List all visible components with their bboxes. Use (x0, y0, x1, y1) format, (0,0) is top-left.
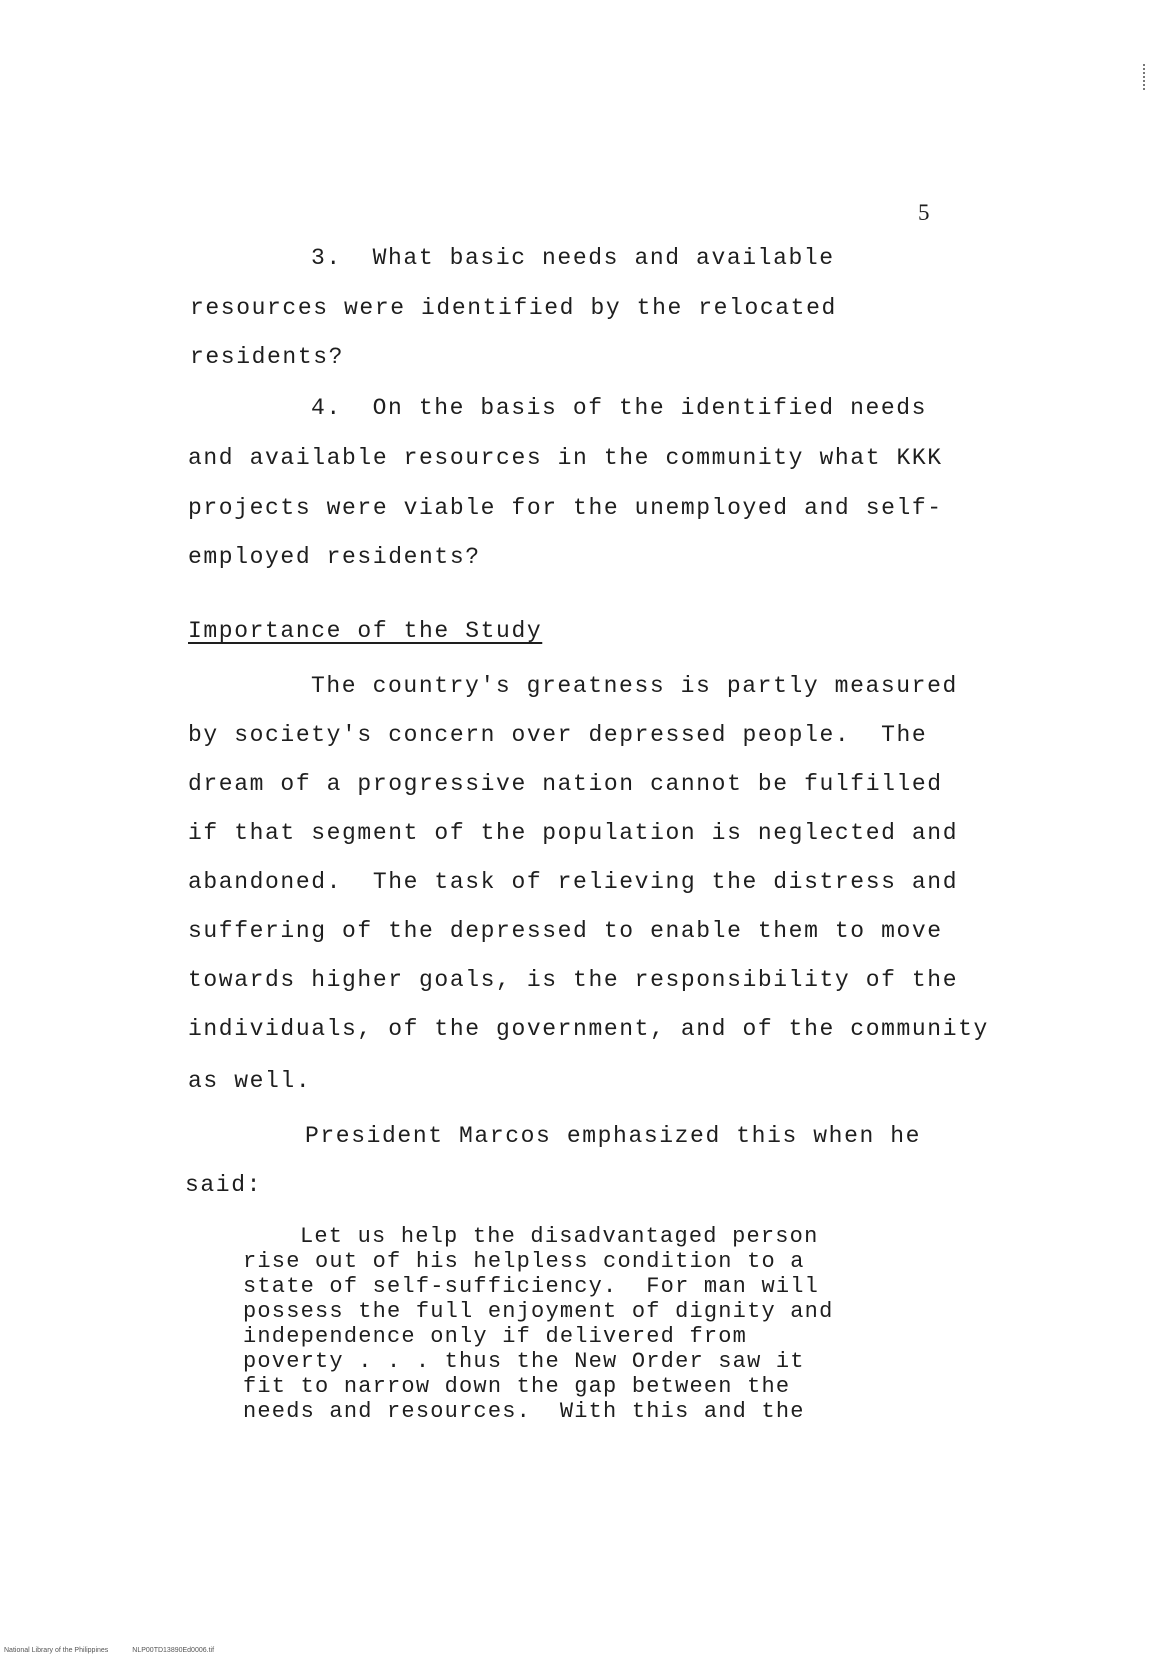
paragraph-1-line-6: suffering of the depressed to enable them to move (188, 918, 943, 944)
quote-line-8: needs and resources. With this and the (243, 1399, 805, 1424)
paragraph-1-line-5: abandoned. The task of relieving the distress and (188, 869, 959, 895)
quote-line-2: rise out of his helpless condition to a (243, 1249, 805, 1274)
question-4-line-3: projects were viable for the unemployed and self- (188, 495, 943, 521)
quote-line-3: state of self-sufficiency. For man will (243, 1274, 820, 1299)
quote-line-5: independence only if delivered from (243, 1324, 748, 1349)
footer-library: National Library of the Philippines (4, 1647, 109, 1654)
paragraph-1-line-1: The country's greatness is partly measured (311, 673, 958, 699)
question-3-line-3: residents? (190, 344, 345, 370)
quote-line-7: fit to narrow down the gap between the (243, 1374, 791, 1399)
question-4-line-1: 4. On the basis of the identified needs (311, 395, 928, 421)
scan-footer (4, 1647, 214, 1654)
paragraph-1-line-2: by society's concern over depressed people. The (188, 722, 928, 748)
question-3-line-1: 3. What basic needs and available (311, 245, 835, 271)
paragraph-1-line-3: dream of a progressive nation cannot be fulfilled (188, 771, 943, 797)
page-number: 5 (918, 200, 930, 225)
paragraph-2-line-2: said: (185, 1172, 263, 1198)
quote-line-1: Let us help the disadvantaged person (300, 1224, 819, 1249)
paragraph-1-line-8: individuals, of the government, and of the community (188, 1016, 989, 1042)
quote-line-6: poverty . . . thus the New Order saw it (243, 1349, 805, 1374)
paragraph-2-line-1: President Marcos emphasized this when he (305, 1123, 922, 1149)
question-4-line-4: employed residents? (188, 544, 481, 570)
paragraph-1-line-9: as well. (188, 1068, 312, 1094)
footer-file-id: NLP00TD13890Ed0006.tif (132, 1647, 215, 1654)
quote-line-4: possess the full enjoyment of dignity and (243, 1299, 834, 1324)
margin-mark (1143, 64, 1149, 90)
paragraph-1-line-4: if that segment of the population is neglected and (188, 820, 959, 846)
question-4-line-2: and available resources in the community what KKK (188, 445, 943, 471)
question-3-line-2: resources were identified by the relocated (190, 295, 837, 321)
section-heading: Importance of the Study (188, 618, 543, 644)
paragraph-1-line-7: towards higher goals, is the responsibility of the (188, 967, 959, 993)
